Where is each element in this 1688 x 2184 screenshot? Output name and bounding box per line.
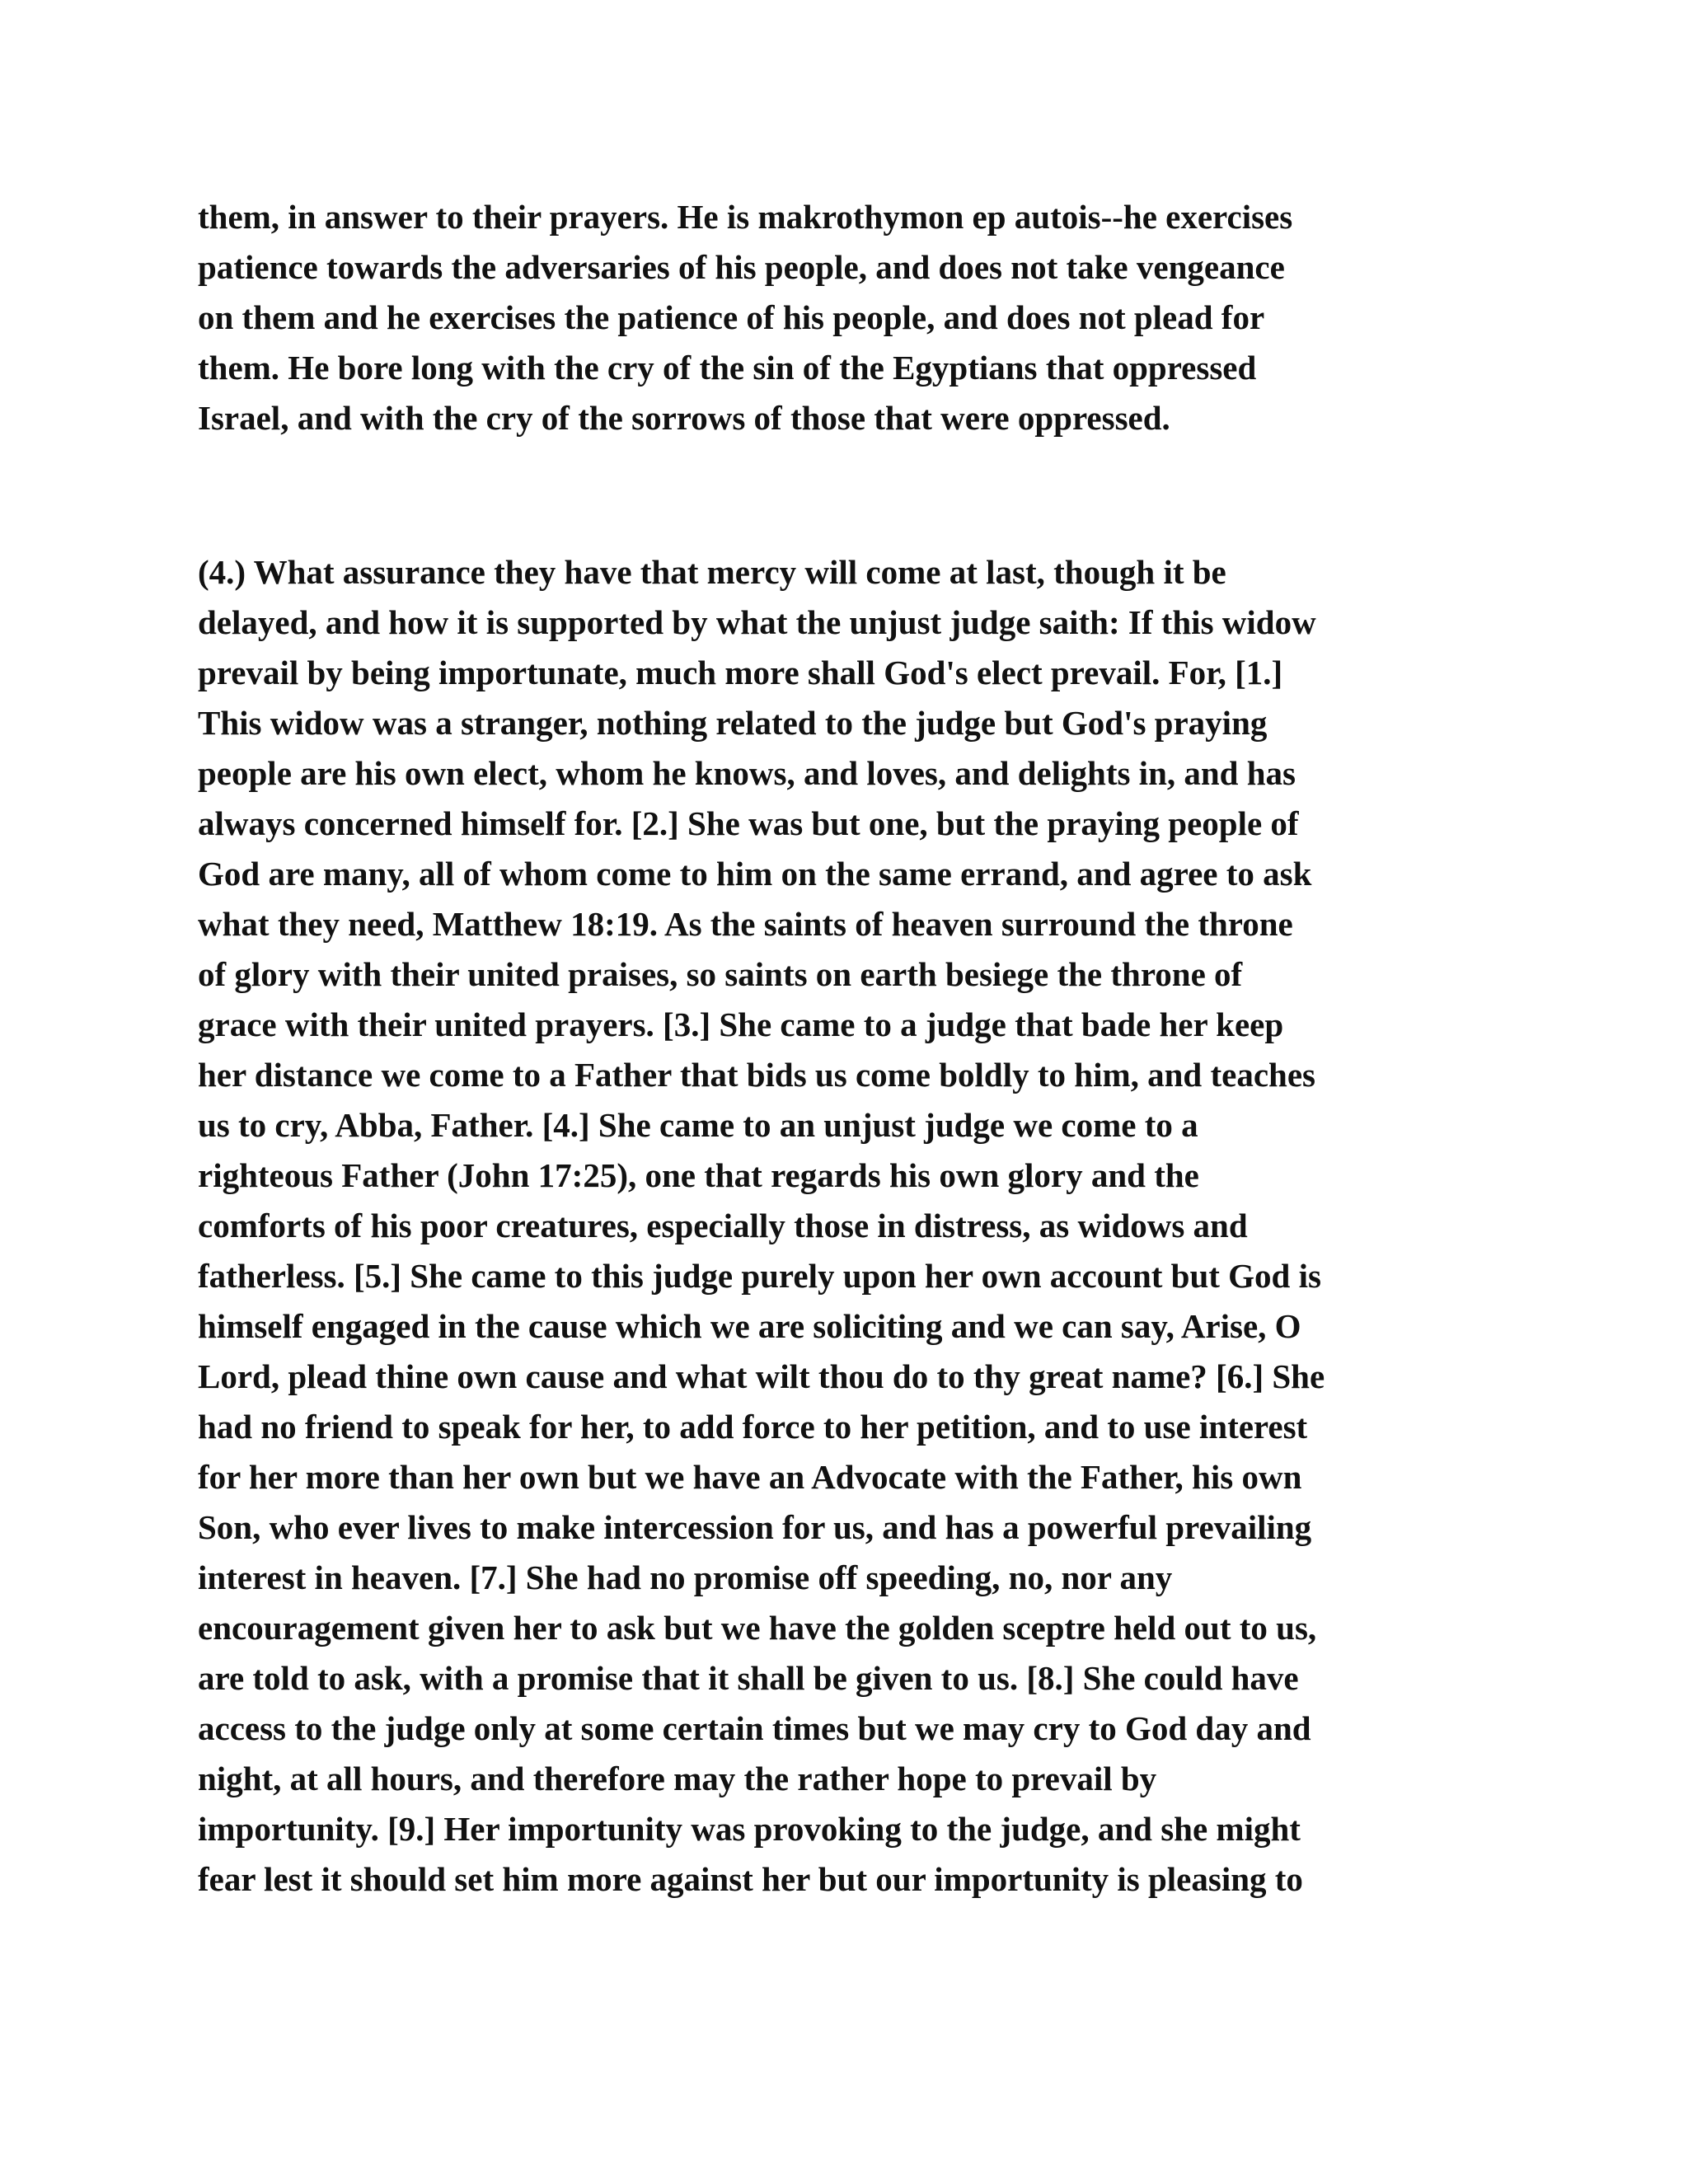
text-line: fatherless. [5.] She came to this judge purely upon her own account but God is [198, 1257, 1321, 1295]
text-line: grace with their united prayers. [3.] She came to a judge that bade her keep [198, 1005, 1284, 1043]
text-line: prevail by being importunate, much more shall God's elect prevail. For, [1.] [198, 654, 1283, 691]
text-line: God are many, all of whom come to him on the same errand, and agree to ask [198, 855, 1312, 893]
text-line: of glory with their united praises, so saints on earth besiege the throne of [198, 955, 1243, 993]
text-line: This widow was a stranger, nothing related to the judge but God's praying [198, 704, 1268, 742]
text-line: access to the judge only at some certain times but we may cry to God day and [198, 1709, 1311, 1747]
paragraph-1 [198, 192, 1496, 443]
text-line: what they need, Matthew 18:19. As the saints of heaven surround the throne [198, 905, 1293, 943]
text-line: importunity. [9.] Her importunity was provoking to the judge, and she might [198, 1810, 1301, 1848]
text-line: them. He bore long with the cry of the sin of the Egyptians that oppressed [198, 349, 1257, 387]
text-line: patience towards the adversaries of his people, and does not take vengeance [198, 248, 1285, 286]
text-line: Son, who ever lives to make intercession for us, and has a powerful prevailing [198, 1508, 1312, 1546]
paragraph-2 [198, 547, 1496, 1905]
text-line: are told to ask, with a promise that it shall be given to us. [8.] She could have [198, 1659, 1299, 1697]
text-line: encouragement given her to ask but we have the golden sceptre held out to us, [198, 1609, 1317, 1647]
text-line: Israel, and with the cry of the sorrows of those that were oppressed. [198, 399, 1170, 437]
text-line: night, at all hours, and therefore may the rather hope to prevail by [198, 1760, 1157, 1797]
text-line: always concerned himself for. [2.] She was but one, but the praying people of [198, 804, 1299, 842]
text-line: us to cry, Abba, Father. [4.] She came to an unjust judge we come to a [198, 1106, 1198, 1144]
text-line: her distance we come to a Father that bids us come boldly to him, and teaches [198, 1056, 1315, 1094]
text-line: for her more than her own but we have an Advocate with the Father, his own [198, 1458, 1302, 1496]
text-line: people are his own elect, whom he knows, and loves, and delights in, and has [198, 754, 1296, 792]
text-line: righteous Father (John 17:25), one that regards his own glory and the [198, 1156, 1199, 1194]
text-line: delayed, and how it is supported by what the unjust judge saith: If this widow [198, 603, 1316, 641]
text-line: on them and he exercises the patience of his people, and does not plead for [198, 298, 1265, 336]
text-line: Lord, plead thine own cause and what wilt thou do to thy great name? [6.] She [198, 1357, 1325, 1395]
text-line: had no friend to speak for her, to add force to her petition, and to use interest [198, 1408, 1308, 1446]
text-line: interest in heaven. [7.] She had no promise off speeding, no, nor any [198, 1558, 1173, 1596]
text-line: (4.) What assurance they have that mercy will come at last, though it be [198, 553, 1226, 591]
text-line: comforts of his poor creatures, especially those in distress, as widows and [198, 1207, 1248, 1244]
text-line: them, in answer to their prayers. He is makrothymon ep autois--he exercises [198, 198, 1293, 236]
text-line: himself engaged in the cause which we are soliciting and we can say, Arise, O [198, 1307, 1301, 1345]
text-line: fear lest it should set him more against her but our importunity is pleasing to [198, 1860, 1303, 1898]
